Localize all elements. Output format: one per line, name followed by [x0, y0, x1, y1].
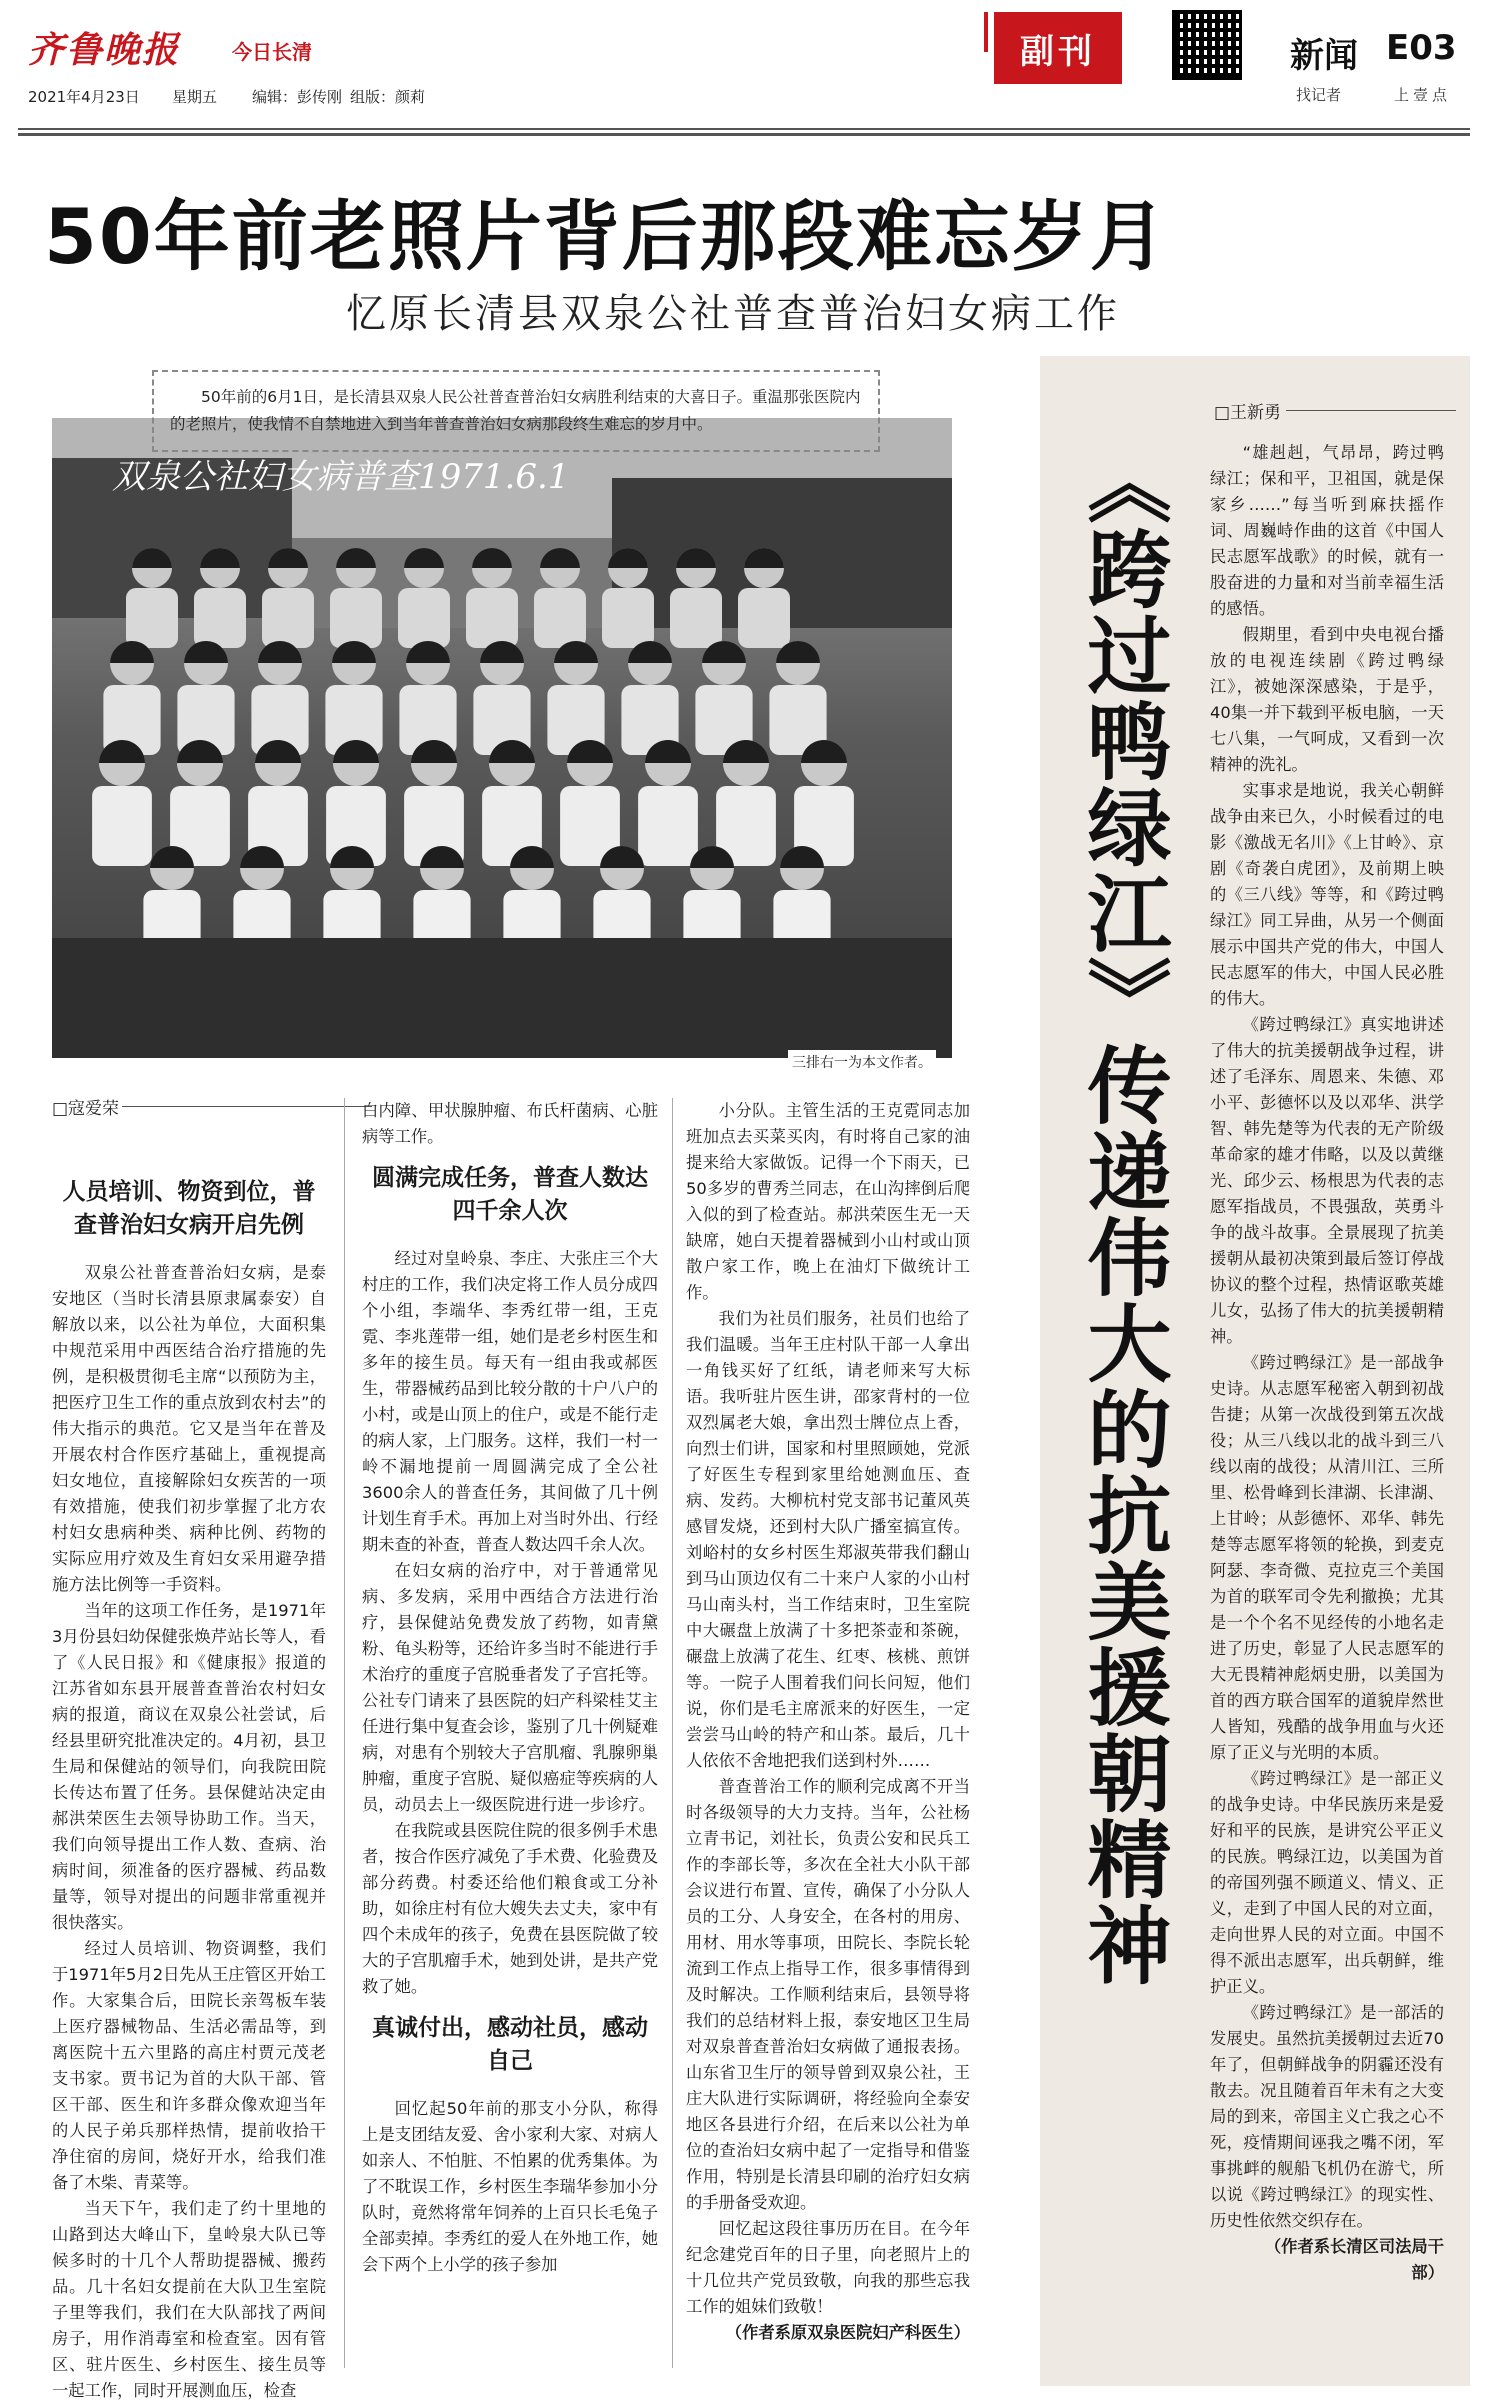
section-badge: 副刊: [994, 12, 1122, 84]
headline: 50年前老照片背后那段难忘岁月: [44, 192, 1168, 281]
reporter-name: 上壹点: [1394, 86, 1452, 104]
person-silhouette: [398, 588, 450, 648]
paragraph: 回忆起这段往事历历在目。在今年纪念建党百年的日子里，向老照片上的十几位共产党员致敬，向我的那些忘我工作的姐妹们致敬！: [686, 2219, 970, 2316]
header-rule: [18, 128, 1470, 136]
author-note: （作者系原双泉医院妇产科医生）: [725, 2323, 970, 2342]
photo-note: 三排右一为本文作者。: [788, 1050, 936, 1074]
paragraph: 《跨过鸭绿江》真实地讲述了伟大的抗美援朝战争过程，讲述了毛泽东、周恩来、朱德、邓小平、彭德怀以及以邓华、洪学智、韩先楚等为代表的无产阶级革命家的雄才伟略，以及以黄继光、邱少云、杨根思为代表的志愿军指战员，不畏强敌，英勇斗争的战斗故事。全景展现了抗美援朝从最初决策到最后签订停战协议的整个过程，热情讴歌英雄儿女，弘扬了伟大的抗美援朝精神。: [1210, 1015, 1444, 1346]
issue-date: 2021年4月23日: [28, 88, 140, 106]
issue-designer: 组版：颜莉: [350, 88, 426, 106]
subhead-2: 圆满完成任务，普查人数达四千余人次: [372, 1165, 648, 1224]
issue-editor: 编辑：彭传刚: [252, 88, 343, 106]
side-article-body: [1210, 440, 1444, 2286]
paragraph: 当天下午，我们走了约十里地的山路到达大峰山下，皇岭泉大队已等候多时的十几个人帮助提器械、搬药品。几十名妇女提前在大队卫生室院子里等我们，我们在大队部找了两间房子，用作消毒室和检查室。因有管区、驻片医生、乡村医生、接生员等一起工作，同时开展测血压，检查: [52, 2199, 326, 2400]
photo-caption: 50年前的6月1日，是长清县双泉人民公社普查普治妇女病胜利结束的大喜日子。重温那张医院内的老照片，使我情不自禁地进入到当年普查普治妇女病那段终生难忘的岁月中。: [152, 370, 880, 452]
person-silhouette: [670, 588, 722, 648]
person-silhouette: [262, 588, 314, 648]
qr-code-icon: [1172, 10, 1242, 80]
column-rule: [344, 1098, 345, 2368]
person-silhouette: [602, 588, 654, 648]
paragraph: 在我院或县医院住院的很多例手术患者，按合作医疗减免了手术费、化验费及部分药费。村委还给他们粮食或工分补助，如徐庄村有位大嫂失去丈夫，家中有四个未成年的孩子，免费在县医院做了较大的子宫肌瘤手术，她到处讲，是共产党救了她。: [362, 1821, 658, 1996]
paragraph: 我们为社员们服务，社员们也给了我们温暖。当年王庄村队干部一人拿出一角钱买好了红纸，请老师来写大标语。我听驻片医生讲，邵家背村的一位双烈属老大娘，拿出烈士牌位点上香，向烈士们讲，国家和村里照顾她，党派了好医生专程到家里给她测血压、查病、发药。大柳杭村党支部书记董风英感冒发烧，还到村大队广播室搞宣传。刘峪村的女乡村医生郑淑英带我们翻山到马山顶边仅有二十来户人家的小山村马山南头村，当工作结束时，卫生室院中大碾盘上放满了十多把茶壶和茶碗，碾盘上放满了花生、红枣、核桃、煎饼等。一院子人围着我们问长问短，他们说，你们是毛主席派来的好医生，一定尝尝马山岭的特产和山茶。最后，几十人依依不舍地把我们送到村外……: [686, 1309, 970, 1770]
paragraph: 回忆起50年前的那支小分队，称得上是支团结友爱、舍小家利大家、对病人如亲人、不怕脏、不怕累的优秀集体。为了不耽误工作，乡村医生李瑞华参加小分队时，竟然将常年饲养的上百只长毛兔子全部卖掉。李秀红的爱人在外地工作，她会下两个上小学的孩子参加: [362, 2099, 658, 2274]
subhead-1: 人员培训、物资到位，普查普治妇女病开启先例: [62, 1179, 316, 1238]
column-rule: [672, 1098, 673, 2368]
masthead-logo: 齐鲁晚报: [28, 29, 181, 71]
article-column-3: [686, 1098, 970, 2346]
paragraph: 《跨过鸭绿江》是一部正义的战争史诗。中华民族历来是爱好和平的民族，是讲究公平正义的民族。鸭绿江边，以美国为首的帝国列强不顾道义、情义、正义，走到了中国人民的对立面，走向世界人民的对立面。中国不得不派出志愿军，出兵朝鲜，维护正义。: [1210, 1769, 1444, 1996]
page-number: E03: [1386, 28, 1457, 68]
person-silhouette: [738, 588, 790, 648]
paragraph: 《跨过鸭绿江》是一部战争史诗。从志愿军秘密入朝到初战告捷；从第一次战役到第五次战役；从三八线以北的战斗到三八线以南的战役；从清川江、三所里、松骨峰到长津湖、长津湖、上甘岭；从彭德怀、邓华、韩先楚等志愿军将领的轮换，到麦克阿瑟、李奇微、克拉克三个美国为首的联军司令先利撤换；尤其是一个个名不见经传的小地名走进了历史，彰显了人民志愿军的大无畏精神彪炳史册，以美国为首的西方联合国军的道貌岸然世人皆知，残酷的战争用血与火还原了正义与光明的本质。: [1210, 1353, 1444, 1762]
paragraph: 实事求是地说，我关心朝鲜战争由来已久，小时候看过的电影《激战无名川》《上甘岭》、京剧《奇袭白虎团》，及前期上映的《三八线》等等，和《跨过鸭绿江》同工异曲，从另一个侧面展示中国共产党的伟大，中国人民志愿军的伟大，中国人民必胜的伟大。: [1210, 781, 1444, 1008]
reporter-label: 找记者: [1296, 86, 1342, 104]
article-byline: □寇爱荣: [52, 1094, 119, 1119]
paragraph: “雄赳赳，气昂昂，跨过鸭绿江；保和平，卫祖国，就是保家乡……”每当听到麻扶摇作词、周巍峙作曲的这首《中国人民志愿军战歌》的时候，就有一股奋进的力量和对当前幸福生活的感悟。: [1210, 443, 1444, 618]
person-silhouette: [330, 588, 382, 648]
paragraph: 假期里，看到中央电视台播放的电视连续剧《跨过鸭绿江》，被她深深感染，于是乎，40集一并下载到平板电脑，一天七八集，一气呵成，又看到一次精神的洗礼。: [1210, 625, 1444, 774]
side-article-byline: □王新勇: [1214, 398, 1281, 423]
person-silhouette: [194, 588, 246, 648]
photo-inscription: 双泉公社妇女病普查1971.6.1: [112, 457, 570, 497]
article-column-2: [362, 1098, 658, 2278]
paragraph: 普查普治工作的顺利完成离不开当时各级领导的大力支持。当年，公社杨立青书记，刘社长，负责公安和民兵工作的李部长等，多次在全社大小队干部会议进行布置、宣传，确保了小分队人员的工分、人身安全，在各村的用房、用材、用水等事项，田院长、李院长轮流到工作点上指导工作，很多事情得到及时解决。工作顺利结束后，县领导将我们的总结材料上报，泰安地区卫生局对双泉普查普治妇女病做了通报表扬。山东省卫生厅的领导曾到双泉公社，王庄大队进行实际调研，将经验向全泰安地区各县进行介绍，在后来以公社为单位的查治妇女病中起了一定指导和借鉴作用，特别是长清县印刷的治疗妇女病的手册备受欢迎。: [686, 1777, 970, 2212]
masthead-slogan: 今日长清: [232, 40, 312, 64]
person-silhouette: [534, 588, 586, 648]
subheadline: 忆原长清县双泉公社普查普治妇女病工作: [346, 291, 1120, 337]
section-name: 新闻: [1290, 36, 1358, 76]
subhead-3: 真诚付出，感动社员，感动自己: [372, 2015, 648, 2074]
paragraph: 双泉公社普查普治妇女病，是泰安地区（当时长清县原隶属泰安）自解放以来，以公社为单位，大面积集中规范采用中西医结合治疗措施的先例，是积极贯彻毛主席“以预防为主，把医疗卫生工作的重点放到农村去”的伟大指示的典范。它又是当年在普及开展农村合作医疗基础上，重视提高妇女地位，直接解除妇女疾苦的一项有效措施，使我们初步掌握了北方农村妇女患病种类、病种比例、药物的实际应用疗效及生育妇女采用避孕措施方法比例等一手资料。: [52, 1263, 326, 1594]
paragraph: 在妇女病的治疗中，对于普通常见病、多发病，采用中西结合方法进行治疗，县保健站免费发放了药物，如青黛粉、龟头粉等，还给许多当时不能进行手术治疗的重度子宫脱垂者发了子宫托等。公社专门请来了县医院的妇产科梁桂艾主任进行集中复查会诊，鉴别了几十例疑难病，对患有个别较大子宫肌瘤、乳腺卵巢肿瘤，重度子宫脱、疑似癌症等疾病的人员，动员去上一级医院进行进一步诊疗。: [362, 1561, 658, 1814]
archival-group-photo: [52, 418, 952, 1058]
paragraph: 当年的这项工作任务，是1971年3月份县妇幼保健张焕芹站长等人，看了《人民日报》和《健康报》报道的江苏省如东县开展普查普治农村妇女病的报道，商议在双泉公社尝试，后经县里研究批准决定的。4月初，县卫生局和保健站的领导们，向我院田院长传达布置了任务。县保健站决定由郝洪荣医生去领导协助工作。当天，我们向领导提出工作人数、查病、治病时间，须准备的医疗器械、药品数量等，领导对提出的问题非常重视并很快落实。: [52, 1601, 326, 1932]
photo-illustration: [52, 418, 952, 1058]
paragraph: 小分队。主管生活的王克霓同志加班加点去买菜买肉，有时将自己家的油提来给大家做饭。记得一个下雨天，已50多岁的曹秀兰同志，在山沟摔倒后爬入似的到了检查站。郝洪荣医生无一天缺席，她白天提着器械到小山村或山顶散户家工作，晚上在油灯下做统计工作。: [686, 1101, 970, 1302]
side-article-title: 《跨过鸭绿江》传递伟大的抗美援朝精神: [1074, 440, 1172, 1988]
paragraph: 白内障、甲状腺肿瘤、布氏杆菌病、心脏病等工作。: [362, 1101, 658, 1146]
paragraph: 经过人员培训、物资调整，我们于1971年5月2日先从王庄管区开始工作。大家集合后，田院长亲驾板车装上医疗器械物品、生活必需品等，到离医院十五六里路的高庄村贾元茂老支书家。贾书记为首的大队干部、管区干部、医生和许多群众像欢迎当年的人民子弟兵那样热情，提前收拾干净住宿的房间，烧好开水，给我们准备了木柴、青菜等。: [52, 1939, 326, 2192]
author-note: （作者系长清区司法局干部）: [1264, 2237, 1444, 2282]
issue-weekday: 星期五: [172, 88, 218, 106]
person-silhouette: [126, 588, 178, 648]
paragraph: 经过对皇岭泉、李庄、大张庄三个大村庄的工作，我们决定将工作人员分成四个小组，李端华、李秀红带一组，王克霓、李兆莲带一组，她们是老乡村医生和多年的接生员。每天有一组由我或郝医生，带器械药品到比较分散的十户八户的小村，或是山顶上的住户，或是不能行走的病人家，上门服务。这样，我们一村一岭不漏地提前一周圆满完成了全公社3600余人的普查任务，其间做了几十例计划生育手术。再加上对当时外出、行经期未查的补查，普查人数达四千余人次。: [362, 1249, 658, 1554]
person-silhouette: [92, 786, 152, 866]
paragraph: 《跨过鸭绿江》是一部活的发展史。虽然抗美援朝过去近70年了，但朝鲜战争的阴霾还没有散去。况且随着百年未有之大变局的到来，帝国主义亡我之心不死，疫情期间诬我之嘴不闭，军事挑衅的舰船飞机仍在游弋，所以说《跨过鸭绿江》的现实性、历史性依然交织存在。: [1210, 2003, 1444, 2230]
person-silhouette: [466, 588, 518, 648]
person-silhouette: [638, 786, 698, 866]
article-column-1: [52, 1176, 326, 2404]
